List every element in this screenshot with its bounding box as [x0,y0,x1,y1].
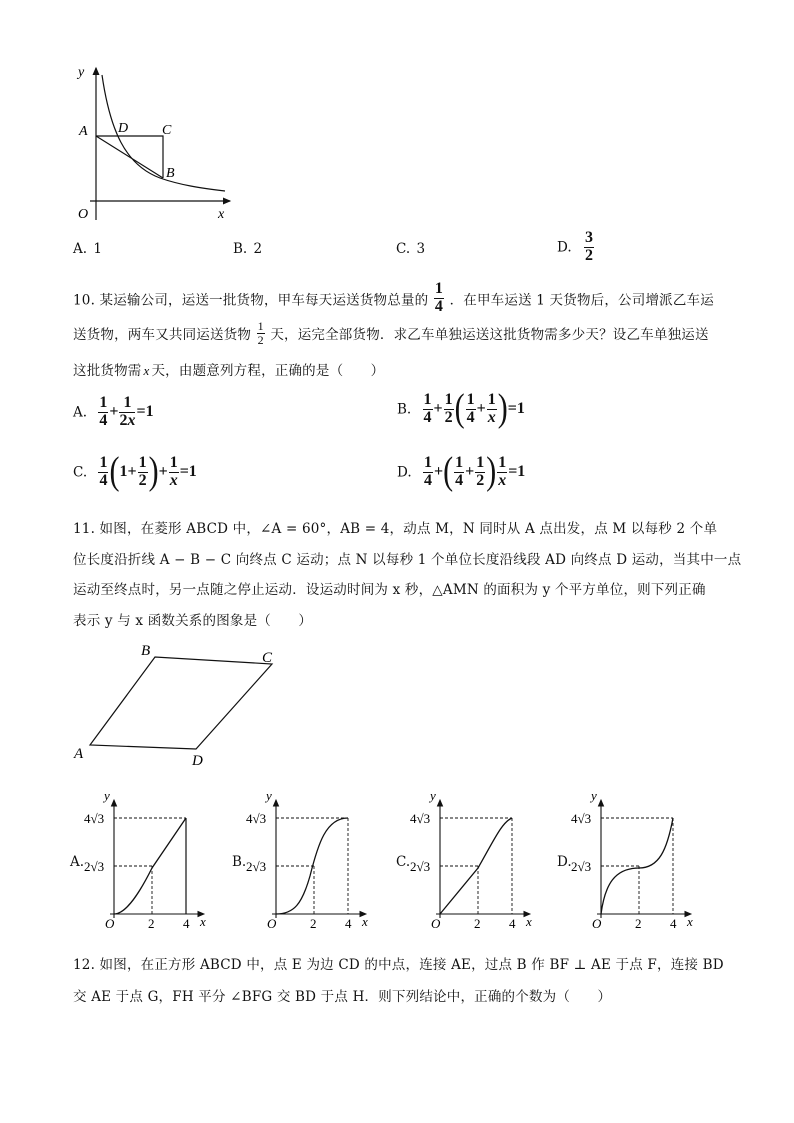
graph-option-letter: C. [396,854,411,870]
graph-label-ymid: 2√3 [410,859,431,874]
graph-label-x1: 2 [635,916,642,930]
graph-label-y: y [104,788,110,803]
rhombus-label-c: C [262,650,273,666]
q10-line3: 这批货物需 x 天，由题意列方程，正确的是（ ） [73,363,385,379]
q10-option-c[interactable]: C. $\frac{1}{4}$ (1+ $\frac{1}{2}$ )+ $\frac{1}{x}$ =1 [73,450,197,494]
graph-label-y: y [591,788,597,803]
q9-label-b: B [166,166,175,181]
graph-label-ymid: 2√3 [571,859,592,874]
q10-fraction-quarter: $\frac{1}{4}$ [434,280,444,315]
graph-label-x2: 4 [183,916,190,930]
rhombus-label-a: A [74,746,84,762]
q9-segment-ab [96,136,163,178]
q10-line2: 送货物，两车又共同运送货物 $\frac{1}{2}$ 天，运完全部货物．求乙车单独运送这批货物需多少天？设乙车单独运送 [73,319,709,347]
graph-label-o: O [267,916,277,930]
q9-label-x: x [218,207,225,222]
graph-plot [240,780,390,930]
graph-label-ymid: 2√3 [246,859,267,874]
q9-figure [70,60,240,230]
graph-label-ymid: 2√3 [84,859,105,874]
q9-option-d[interactable]: D. $\frac{3}{2}$ [557,229,593,264]
q9-label-c: C [162,123,172,138]
graph-label-y: y [430,788,436,803]
graph-label-x2: 4 [345,916,352,930]
q11-graph-options [0,780,794,930]
graph-plot [404,780,554,930]
rhombus-label-d: D [192,753,203,769]
graph-option-d[interactable] [557,780,717,930]
graph-option-c[interactable] [396,780,556,930]
graph-label-x: x [526,914,532,929]
q10-fraction-half: $\frac{1}{2}$ [257,319,264,347]
q9-d-fraction: $\frac{3}{2}$ [584,229,593,264]
q11-line3: 运动至终点时，另一点随之停止运动．设运动时间为 x 秒，△AMN 的面积为 y 个平方单位，则下列正确 [73,582,706,598]
q9-option-a[interactable]: A. 1 [73,241,102,257]
q10-option-a[interactable]: A. $\frac{1}{4}$ + $\frac{1}{2x}$ =1 [73,394,154,429]
q10-option-d[interactable]: D. $\frac{1}{4}$ +( $\frac{1}{4}$ + $\frac{1}{2}$ ) $\frac{1}{x}$ =1 [397,450,526,494]
graph-label-ytop: 4√3 [410,811,431,826]
graph-plot [78,780,228,930]
q9-option-c[interactable]: C. 3 [396,241,426,257]
q12-line1: 12. 如图，在正方形 ABCD 中，点 E 为边 CD 的中点，连接 AE，过点 B 作 BF ⊥ AE 于点 F，连接 BD [73,957,724,973]
graph-label-x: x [200,914,206,929]
q10-line1: 10. 某运输公司，运送一批货物，甲车每天运送货物总量的 $\frac{1}{4}$ ．在甲车运送 1 天货物后，公司增派乙车运 [73,280,714,315]
graph-label-o: O [105,916,115,930]
q9-label-a: A [79,124,88,139]
q9-label-o: O [78,207,89,222]
q9-label-y: y [78,65,85,80]
rhombus-abcd [90,657,272,749]
q9-label-d: D [118,121,129,136]
graph-label-ytop: 4√3 [84,811,105,826]
q11-line4: 表示 y 与 x 函数关系的图象是（ ） [73,613,313,629]
graph-option-a[interactable] [70,780,230,930]
q12-line2: 交 AE 于点 G，FH 平分 ∠BFG 交 BD 于点 H．则下列结论中，正确的个数为（ ） [73,989,612,1005]
graph-option-letter: D. [557,854,572,870]
graph-option-letter: B. [232,854,247,870]
q11-line1: 11. 如图，在菱形 ABCD 中，∠A = 60°，AB = 4，动点 M，N 同时从 A 点出发，点 M 以每秒 2 个单 [73,521,718,537]
graph-label-o: O [592,916,602,930]
q9-option-b[interactable]: B. 2 [233,241,263,257]
graph-label-x2: 4 [509,916,516,930]
graph-option-b[interactable] [232,780,392,930]
q10-option-b[interactable]: B. $\frac{1}{4}$ + $\frac{1}{2}$ ( $\frac{1}{4}$ + $\frac{1}{x}$ )=1 [397,387,525,431]
graph-label-y: y [266,788,272,803]
graph-option-letter: A. [70,854,85,870]
graph-label-ytop: 4√3 [246,811,267,826]
graph-label-x1: 2 [474,916,481,930]
rhombus-label-b: B [141,643,151,659]
graph-label-x1: 2 [310,916,317,930]
graph-label-ytop: 4√3 [571,811,592,826]
graph-label-x2: 4 [670,916,677,930]
graph-label-x: x [362,914,368,929]
q11-line2: 位长度沿折线 A − B − C 向终点 C 运动；点 N 以每秒 1 个单位长度沿线段 AD 向终点 D 运动，当其中一点 [73,552,742,568]
graph-label-o: O [431,916,441,930]
graph-label-x: x [687,914,693,929]
graph-label-x1: 2 [148,916,155,930]
q11-rhombus-figure [70,638,290,773]
graph-plot [565,780,715,930]
